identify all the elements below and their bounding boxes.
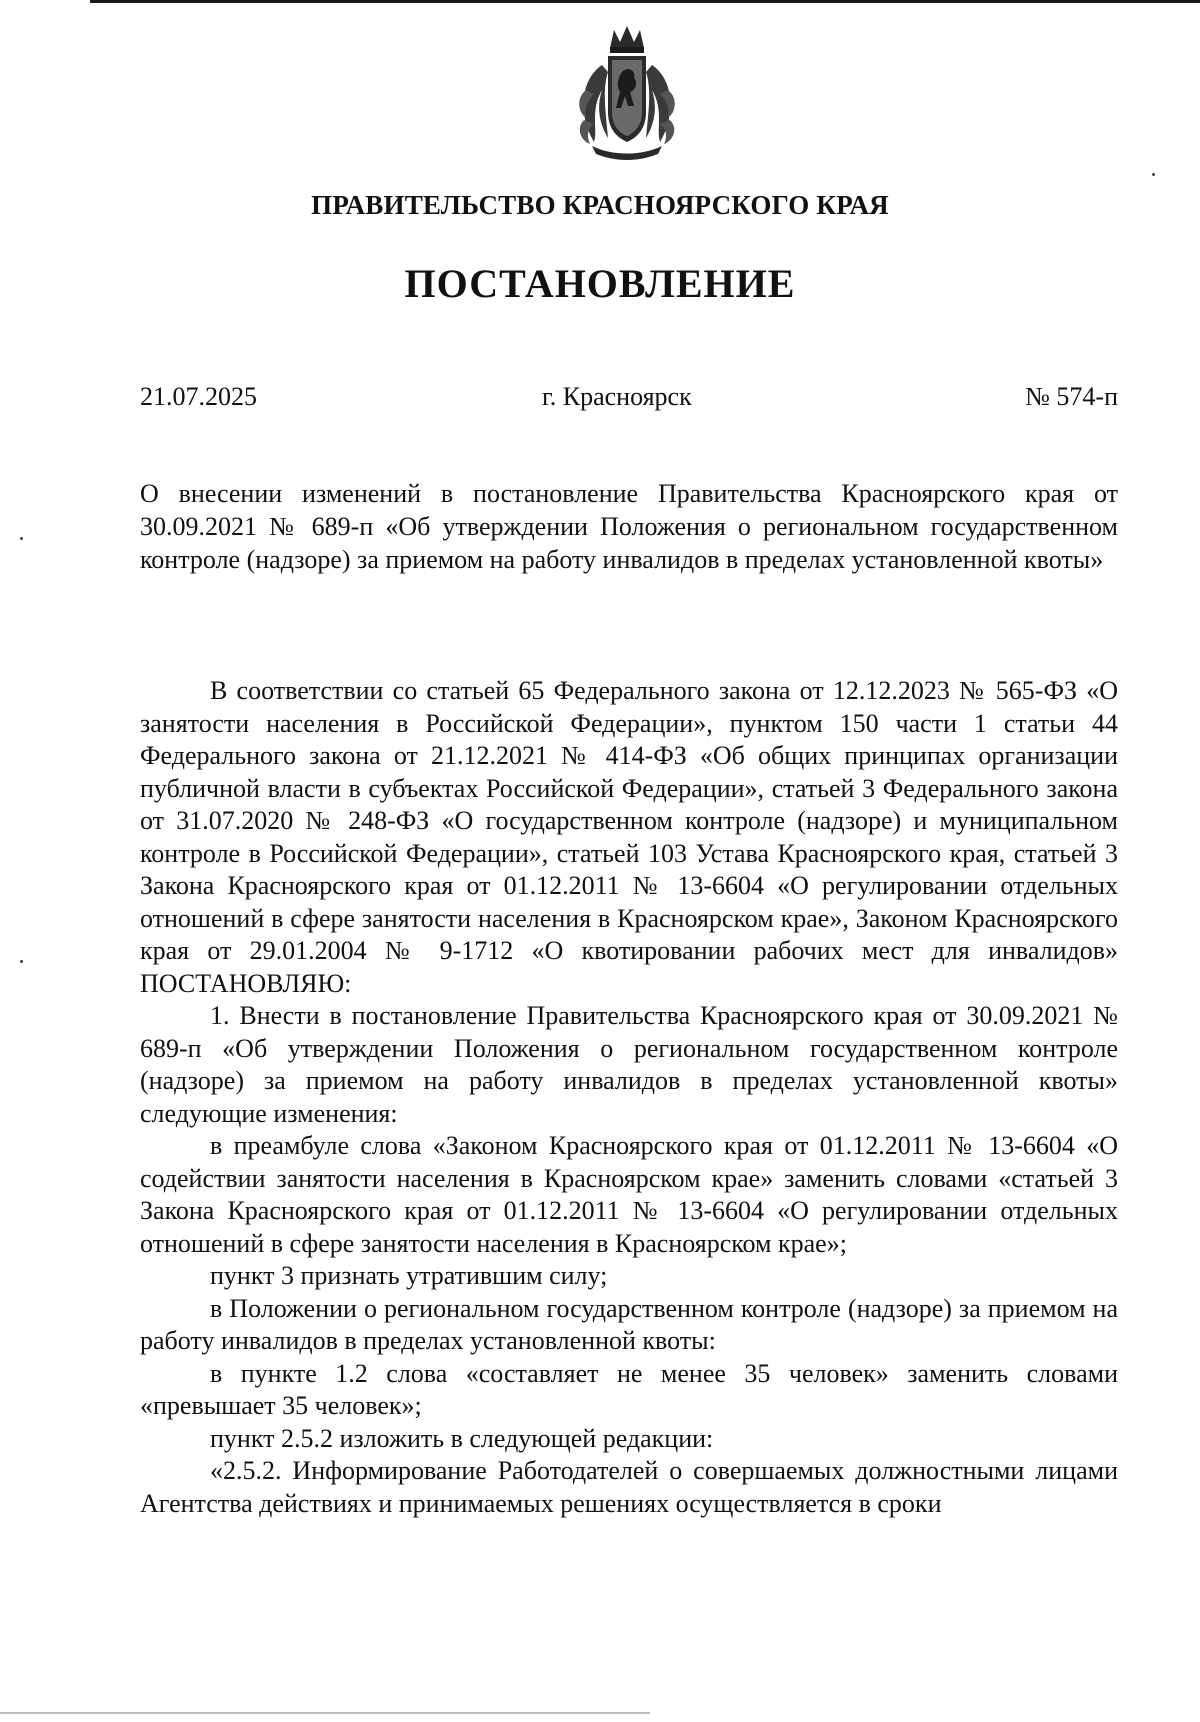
body-paragraph: пункт 2.5.2 изложить в следующей редакции: [210, 1423, 714, 1453]
scan-edge-top [90, 0, 1200, 3]
scan-edge-bottom [0, 1712, 650, 1714]
body-paragraph: в преамбуле слова «Законом Красноярского края от 01.12.2011 № 13-6604 «О содействии занятости населения в Красноярском крае» заменить словами «статьей 3 Закона Красноярского края от 01.12.2011 № 13-6604 «О регулировании отдельных отношений в сфере занятости населения в Красноярском крае»; [140, 1131, 1118, 1258]
document-type-title: ПОСТАНОВЛЕНИЕ [404, 261, 796, 306]
body-paragraph: в пункте 1.2 слова «составляет не менее 35 человек» заменить словами «превышает 35 человек»; [140, 1358, 1118, 1420]
body-paragraph: 1. Внести в постановление Правительства Красноярского края от 30.09.2021 № 689-п «Об утверждении Положения о региональном государственном контроле (надзоре) за приемом на работу инвалидов в пределах установленной квоты» следующие изменения: [140, 1001, 1118, 1128]
body-paragraph: «2.5.2. Информирование Работодателей о совершаемых должностными лицами Агентства действиях и принимаемых решениях осуществляется в сроки [140, 1456, 1118, 1518]
scan-speck [20, 960, 23, 963]
body-paragraph: В соответствии со статьей 65 Федерального закона от 12.12.2023 № 565-ФЗ «О занятости населения в Российской Федерации», пунктом 150 части 1 статьи 44 Федерального закона от 21.12.2021 № 414-ФЗ «Об общих принципах организации публичной власти в субъектах Российской Федерации», статьей 3 Федерального закона от 31.07.2020 № 248-ФЗ «О государственном контроле (надзоре) и муниципальном контроле в Российской Федерации», статьей 103 Устава Красноярского края, статьей 3 Закона Красноярского края от 01.12.2011 № 13-6604 «О регулировании отдельных отношений в сфере занятости населения в Красноярском крае», Законом Красноярского края от 29.01.2004 № 9-1712 «О квотировании рабочих мест для инвалидов» ПОСТАНОВЛЯЮ: [140, 676, 1118, 998]
document-subject: О внесении изменений в постановление Правительства Красноярского края от 30.09.2021 № 689-п «Об утверждении Положения о региональном государственном контроле (надзоре) за приемом на работу инвалидов в пределах установленной квоты» [140, 479, 1118, 574]
document-number: № 574-п [1025, 382, 1118, 411]
organization-name: ПРАВИТЕЛЬСТВО КРАСНОЯРСКОГО КРАЯ [311, 190, 889, 220]
document-body [140, 675, 1118, 1520]
scan-speck [20, 537, 23, 540]
scan-speck [1152, 173, 1155, 176]
coat-of-arms-emblem [572, 20, 682, 160]
document-date: 21.07.2025 [140, 382, 257, 411]
body-paragraph: в Положении о региональном государственном контроле (надзоре) за приемом на работу инвалидов в пределах установленной квоты: [140, 1293, 1118, 1355]
document-city: г. Красноярск [542, 382, 692, 411]
body-paragraph: пункт 3 признать утратившим силу; [210, 1261, 608, 1290]
